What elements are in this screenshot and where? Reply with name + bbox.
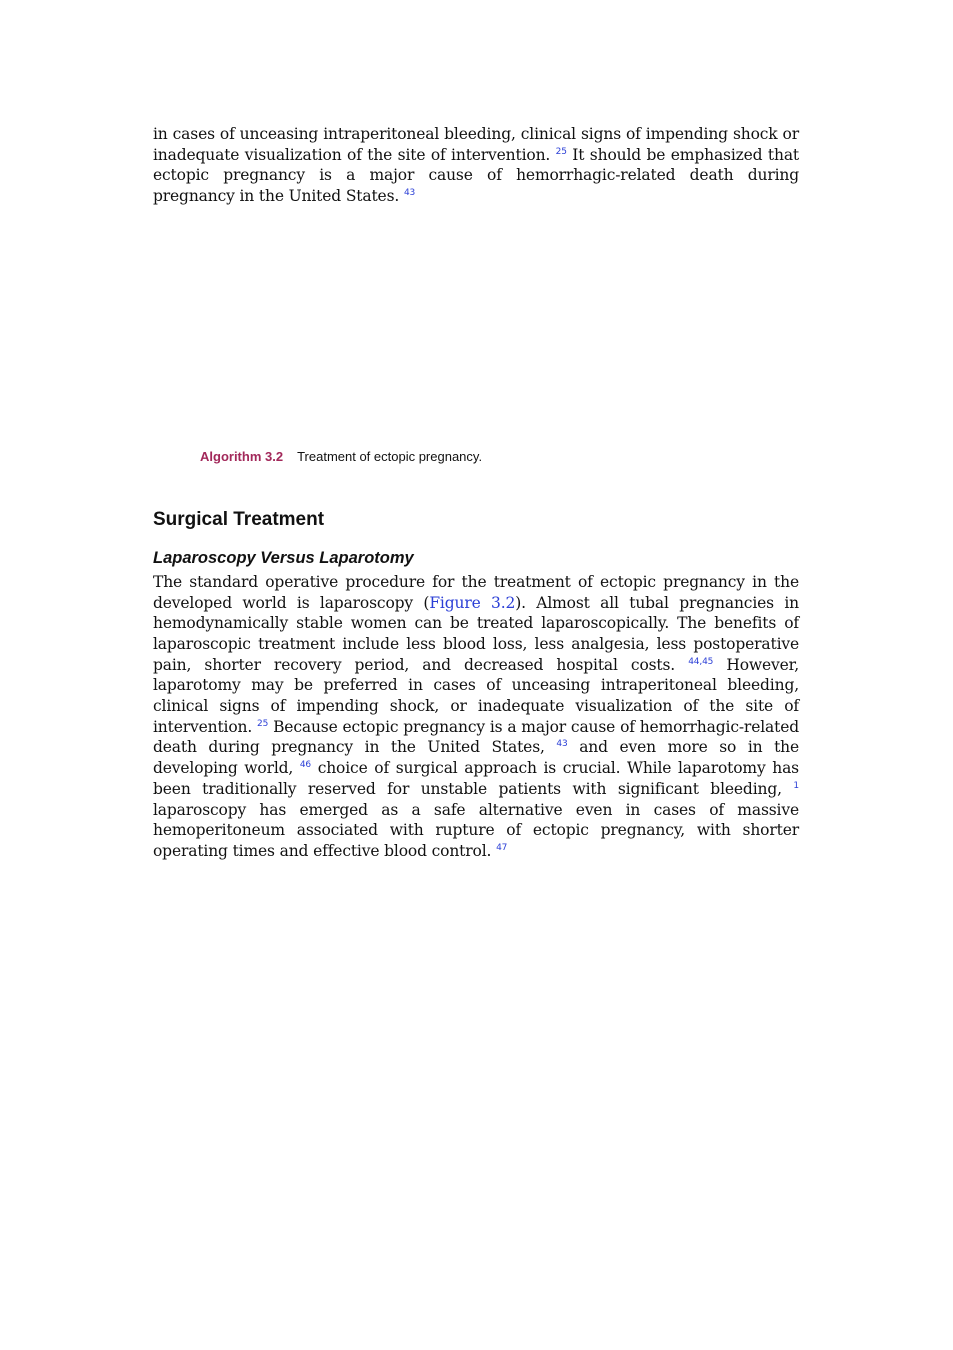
citation-link[interactable]: 44 (688, 656, 700, 667)
section-heading: Surgical Treatment (153, 508, 325, 530)
citation-link[interactable]: 45 (702, 656, 714, 667)
citation-link[interactable]: 47 (496, 842, 508, 853)
citation-separator: , (699, 656, 703, 667)
figure-link[interactable]: Figure 3.2 (429, 593, 516, 612)
paragraph-text: It should be emphasized that ectopic pregnancy is a major cause of hemorrhagic-related death during pregnancy in the United States. (153, 145, 799, 206)
paragraph-text: in cases of unceasing intraperitoneal bleeding, clinical signs of impending shock or inadequate visualization of the site of intervention. (153, 125, 799, 164)
paragraph-text: Because ectopic pregnancy is a major cause of hemorrhagic-related death during pregnancy in the United States, (153, 717, 799, 757)
document-page (153, 124, 799, 862)
sub-heading: Laparoscopy Versus Laparotomy (153, 548, 414, 567)
algorithm-label: Algorithm 3.2 (200, 448, 284, 464)
paragraph-text: and even more so in the developing world, (153, 738, 800, 778)
citation-link[interactable]: 1 (793, 780, 799, 791)
algorithm-caption (200, 449, 799, 464)
paragraph-text: laparoscopy has emerged as a safe alternative even in cases of massive hemoperitoneum associated with rupture of ectopic pregnancy, with shorter operating times and effective blood control. (153, 800, 799, 860)
algorithm-caption-text: Treatment of ectopic pregnancy. (297, 448, 483, 464)
paragraph-laparoscopy (153, 572, 799, 862)
citation-link[interactable]: 43 (403, 187, 416, 198)
figure-placeholder (153, 207, 799, 449)
citation-link[interactable]: 46 (299, 759, 312, 770)
paragraph-text: choice of surgical approach is crucial. While laparotomy has been traditionally reserved for unstable patients with significant bleeding, (153, 759, 799, 798)
citation-link[interactable]: 43 (556, 739, 568, 750)
citation-link[interactable]: 25 (555, 146, 567, 157)
paragraph-text: ). Almost all tubal pregnancies in hemodynamically stable women can be treated laparoscopically. The benefits of laparoscopic treatment include less blood loss, less analgesia, less postoperative pain, shorter recovery period, and decreased hospital costs. (153, 593, 800, 674)
paragraph-text: However, laparotomy may be preferred in cases of unceasing intraperitoneal bleeding, clinical signs of impending shock, or inadequate visualization of the site of intervention. (153, 655, 799, 736)
paragraph-text: The standard operative procedure for the treatment of ectopic pregnancy in the developed world is laparoscopy ( (153, 572, 799, 612)
paragraph-continued (153, 124, 799, 207)
citation-link[interactable]: 25 (257, 718, 269, 729)
